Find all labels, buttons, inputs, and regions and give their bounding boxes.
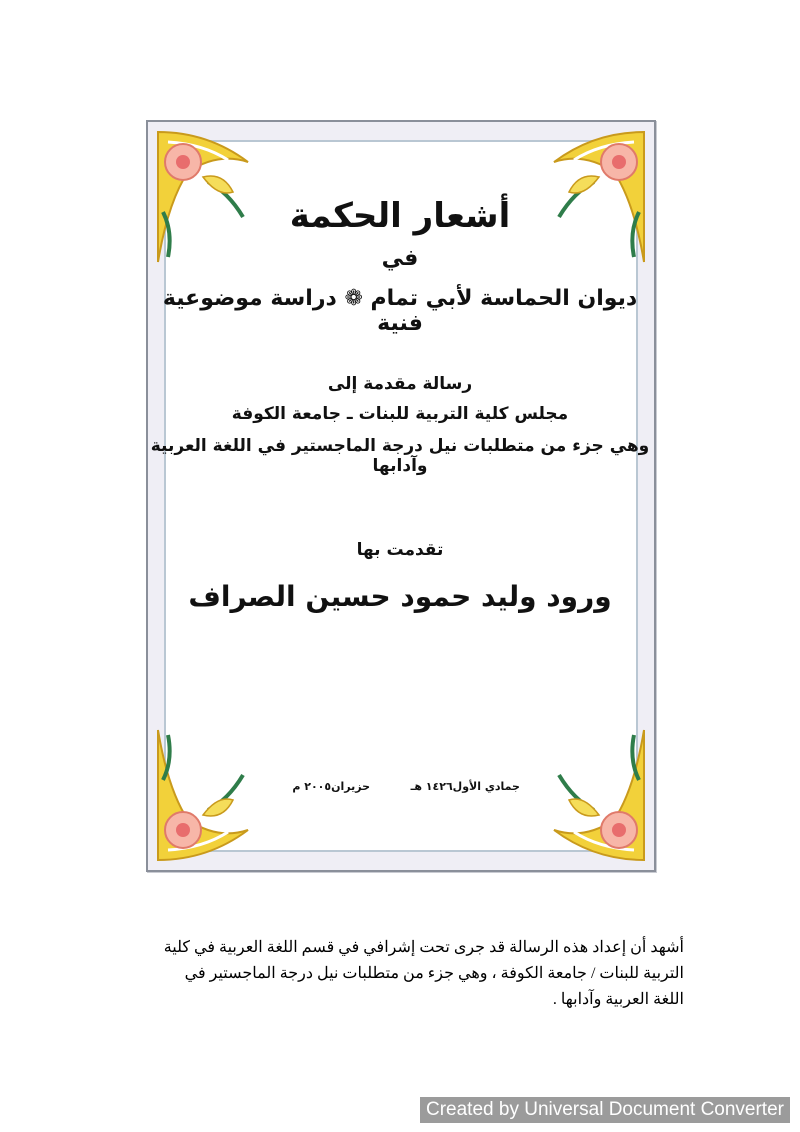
degree-line: وهي جزء من متطلبات نيل درجة الماجستير في اللغة العربية وآدابها [150,436,650,476]
submission-line: رسالة مقدمة إلى [327,374,473,394]
institution-line: مجلس كلية التربية للبنات ـ جامعة الكوفة [231,404,569,424]
date-gregorian: حزيران٢٠٠٥ م [292,780,370,793]
floral-ornament-icon [148,720,268,870]
floral-ornament-icon [534,720,654,870]
date-hijri: جمادي الأول١٤٢٦ هـ [410,780,520,793]
author-name: ورود وليد حمود حسين الصراف [188,580,612,613]
thesis-subtitle: ديوان الحماسة لأبي تمام ❁ دراسة موضوعية فنية [162,286,638,336]
title-connector: في [381,246,419,271]
converter-watermark: Created by Universal Document Converter [420,1097,790,1123]
presented-by-label: تقدمت بها [356,540,444,560]
thesis-title: أشعار الحكمة [289,196,511,236]
supervisor-certification: أشهد أن إعداد هذه الرسالة قد جرى تحت إشرافي في قسم اللغة العربية في كلية التربية للبنات / جامعة الكوفة ، وهي جزء من متطلبات نيل درجة الماجستير في اللغة العربية وآدابها . [163,939,684,1008]
